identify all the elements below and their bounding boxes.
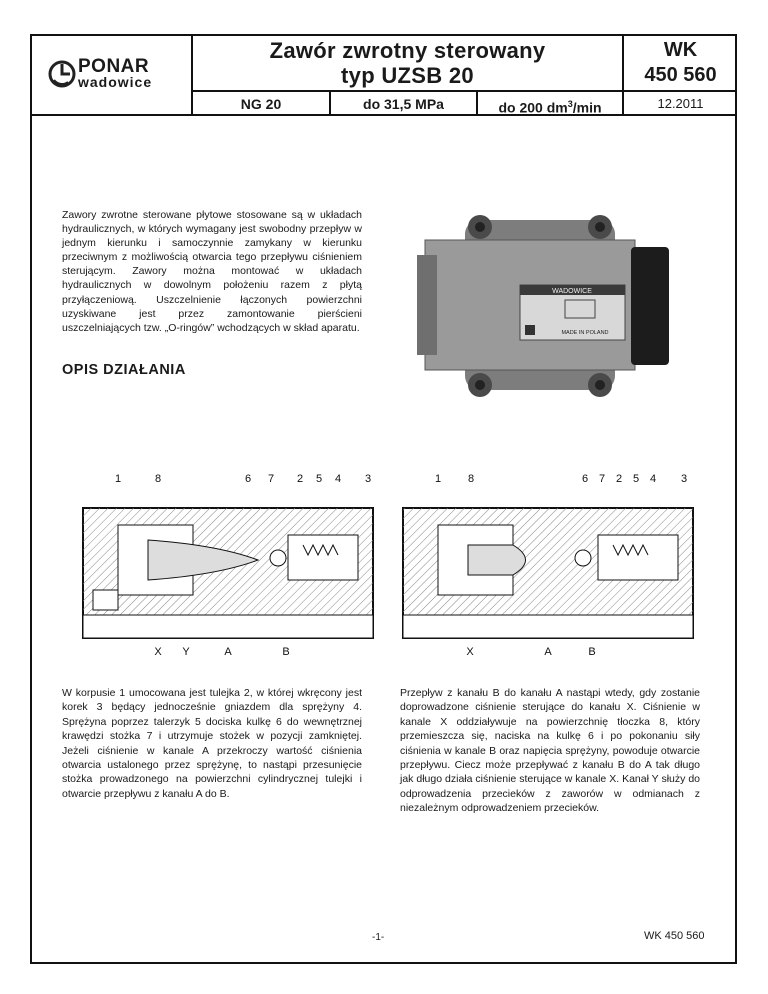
left-num-1: 1 [114, 473, 122, 485]
doc-code-line2: 450 560 [644, 64, 717, 86]
right-section [403, 508, 693, 638]
valve-photo [395, 205, 680, 405]
right-num-8: 8 [467, 473, 475, 485]
flow-rating [478, 92, 624, 116]
section-title: OPIS DZIAŁANIA [62, 362, 186, 378]
doc-title-line1: Zawór zwrotny sterowany [269, 38, 546, 63]
flow-sup: 3 [567, 99, 573, 109]
right-num-2: 2 [615, 473, 623, 485]
right-ports [466, 646, 595, 658]
title-cell [193, 34, 624, 92]
left-port-x: X [154, 646, 162, 658]
left-num-6: 6 [244, 473, 252, 485]
issue-date: 12.2011 [624, 92, 737, 116]
pressure-rating: do 31,5 MPa [331, 92, 478, 116]
logo-cell [30, 34, 193, 116]
right-num-5: 5 [632, 473, 640, 485]
logo-sub: wadowice [78, 74, 153, 90]
right-part-numbers [435, 473, 687, 485]
right-num-4: 4 [649, 473, 657, 485]
right-num-6: 6 [581, 473, 589, 485]
flow-suffix: /min [572, 99, 602, 116]
header [30, 34, 737, 116]
description-col1: W korpusie 1 umocowana jest tulejka 2, w której wkręcony jest korek 3 będący jednocześnie gniazdem dla sprężyny 4. Sprężyna poprzez talerzyk 5 dociska kulkę 6 do wewnętrznej krawędzi stożka 7 i utrzymuje stożek w pozycji zamkniętej. Jeżeli ciśnienie w kanale A przekroczy wartość ciśnienia otwarcia ustalonego przez sprężynę, to nastąpi przesunięcie stożka prowadzonego na powierzchni cylindrycznej tulejki i otwarcie przepływu z kanału A do B. [62, 687, 362, 800]
ponar-logo [48, 56, 178, 92]
doc-code-line1: WK [663, 39, 698, 61]
intro-paragraph: Zawory zwrotne sterowane płytowe stosowane są w układach hydraulicznych, w których wymagany jest swobodny przepływ w jednym kierunku i samoczynnie zamykany w kierunku przeciwnym z możliwością otwarcia tego przepływu ciśnieniem sterującym. Zawory można montować w układach hydraulicznych w dowolnym położeniu razem z płytą przyłączeniową. Uszczelnienie łączonych powierzchni uzyskiwane jest przez zamontowanie pierścieni uszczelniających tzw. „O-ringów” wchodzących w skład aparatu. [62, 209, 362, 334]
left-num-7: 7 [267, 473, 275, 485]
sectional-diagram [78, 470, 703, 660]
left-num-5: 5 [315, 473, 323, 485]
logo-brand: PONAR [78, 56, 150, 77]
right-num-7: 7 [598, 473, 606, 485]
left-port-a: A [224, 646, 232, 658]
left-num-3: 3 [364, 473, 372, 485]
right-num-1: 1 [434, 473, 442, 485]
plate-made: MADE IN POLAND [561, 330, 609, 336]
right-port-x: X [466, 646, 474, 658]
left-num-4: 4 [334, 473, 342, 485]
left-port-b: B [282, 646, 290, 658]
nominal-size: NG 20 [193, 92, 331, 116]
ponar-logo-icon [48, 60, 76, 88]
code-cell [624, 34, 737, 92]
flow-prefix: do 200 dm [498, 99, 568, 116]
left-section [83, 508, 373, 638]
description-col2: Przepływ z kanału B do kanału A nastąpi wtedy, gdy zostanie doprowadzone ciśnienie sterujące do kanału X. Ciśnienie w kanale X oddziaływuje na powierzchnię tłoczka 8, który przemieszcza się, naciska na kulkę 6 i po pokonaniu siły ciśnienia w kanale B oraz napięcia sprężyny, powoduje otwarcie przepływu. Ciecz może przepływać z kanału B do A tak długo jak długo działa ciśnienie sterujące w kanale X. Kanał Y służy do odprowadzenia przecieków z zaworów w odmianach z niezależnym odprowadzeniem przecieków. [400, 687, 700, 815]
left-part-numbers [115, 473, 371, 485]
plate-brand: WADOWICE [552, 288, 592, 295]
left-port-y: Y [182, 646, 190, 658]
left-ports [154, 646, 289, 658]
left-num-2: 2 [296, 473, 304, 485]
left-num-8: 8 [154, 473, 162, 485]
right-port-a: A [544, 646, 552, 658]
footer-code: WK 450 560 [644, 930, 705, 942]
doc-title-line2: typ UZSB 20 [341, 63, 474, 88]
right-num-3: 3 [680, 473, 688, 485]
page-number: -1- [372, 932, 385, 943]
right-port-b: B [588, 646, 596, 658]
